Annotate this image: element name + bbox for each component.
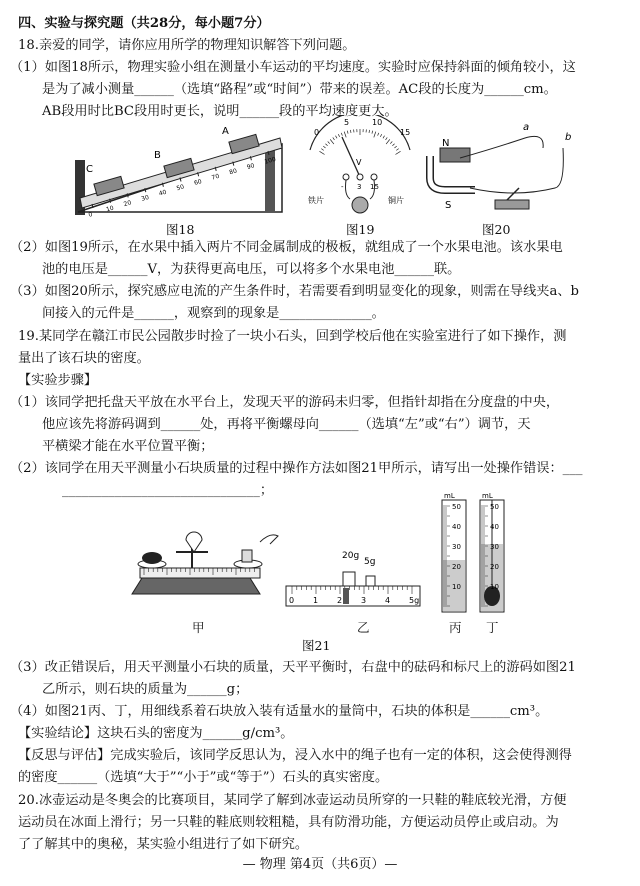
fig18-label-c: C <box>86 164 93 175</box>
q19-intro-line2: 量出了该石块的密度。 <box>18 351 150 366</box>
q18-p3-line2: 间接入的元件是______，观察到的现象是______________。 <box>42 306 385 321</box>
fig21-ruler-label: 3 <box>361 596 367 605</box>
fig19-scale-10: 10 <box>372 118 383 127</box>
fig19-terminal-neg: - <box>341 183 344 191</box>
q19-reflect-line1: 【反思与评估】完成实验后，该同学反思认为，浸入水中的绳子也有一定的体积，这会使得测得 <box>18 748 572 763</box>
section-title: 四、实验与探究题（共28分，每小题7分） <box>18 16 270 31</box>
fig20-n: N <box>442 138 450 149</box>
fig18-label-b: B <box>154 150 161 161</box>
q19-s3-line1: （3）改正错误后，用天平测量小石块的质量，天平平衡时，右盘中的砝码和标尺上的游码如图21 <box>10 660 576 675</box>
fig21-hand <box>260 535 278 544</box>
fig19-scale-0: 0 <box>314 128 320 137</box>
fig21-cylinder-a <box>442 492 466 612</box>
fig18-tick-label: 80 <box>228 167 238 177</box>
figure-19-voltmeter <box>300 115 420 215</box>
cylinder-tick-label: 50 <box>490 503 499 511</box>
fig20-switch <box>495 200 529 209</box>
figure-21 <box>120 492 520 620</box>
cylinder-tick-label: 20 <box>490 563 499 571</box>
fig19-terminal-15: 15 <box>370 183 379 191</box>
fig21-cyl-b-unit: mL <box>482 492 493 500</box>
q19-s2-line2: ______________________________； <box>62 483 273 498</box>
fig21-cylinder-b <box>480 492 504 612</box>
fig21-ruler-label: 1 <box>313 596 319 605</box>
q18-p2-line1: （2）如图19所示，在水果中插入两片不同金属制成的极板，就组成了一个水果电池。该水果电 <box>10 240 563 255</box>
figure-18-incline <box>70 120 290 220</box>
fig18-tick-label: 40 <box>158 188 168 198</box>
figure-20-caption: 图20 <box>482 222 511 237</box>
fig19-needle <box>342 137 360 177</box>
page-footer: — 物理 第4页（共6页）— <box>242 857 398 872</box>
fig18-tick-label: 30 <box>140 194 150 203</box>
fig18-tick-label: 20 <box>122 199 133 209</box>
fig21-sub-ding: 丁 <box>486 620 499 635</box>
fig21-balance <box>132 532 278 594</box>
fig19-v-symbol: V <box>356 158 362 167</box>
fig21-weights-ruler <box>286 551 420 606</box>
fig21-ruler-label: 5g <box>409 596 420 605</box>
fig20-a: a <box>523 122 530 133</box>
q20-line3: 了了解其中的奥秘，某实验小组进行了如下研究。 <box>18 837 309 852</box>
q18-p1-line3: AB段用时比BC段用时更长，说明______段的平均速度更大。 <box>42 104 398 119</box>
q19-s4: （4）如图21丙、丁，用细线系着石块放入装有适量水的量筒中，石块的体积是______cm³。 <box>10 704 549 719</box>
fig19-right-plate: 铜片 <box>388 196 404 205</box>
q19-reflect-line2: 的密度______（选填“大于”“小于”或“等于”）石头的真实密度。 <box>18 770 389 785</box>
fig21-weight-20g: 20g <box>342 551 360 561</box>
fig21-sub-jia: 甲 <box>192 620 205 635</box>
cylinder-tick-label: 40 <box>490 523 499 531</box>
q19-s2-line1: （2）该同学在用天平测量小石块质量的过程中操作方法如图21甲所示，请写出一处操作错误：___ <box>10 461 583 476</box>
figure-18-caption: 图18 <box>166 222 195 237</box>
figure-21-caption: 图21 <box>302 638 331 653</box>
fig18-tick-label: 50 <box>175 183 186 193</box>
cylinder-tick-label: 10 <box>490 583 499 591</box>
q18-p1-line2: 是为了减小测量______（选填“路程”或“时间”）带来的误差。AC段的长度为______cm。 <box>42 82 557 97</box>
fig21-ruler-label: 0 <box>289 596 295 605</box>
fig18-tick-label: 10 <box>105 204 115 214</box>
fig21-sub-yi: 乙 <box>357 620 370 635</box>
fig18-tick-label: 60 <box>193 178 203 187</box>
q19-conclusion: 【实验结论】这块石头的密度为______g/cm³。 <box>18 726 294 741</box>
q18-intro: 18.亲爱的同学，请你应用所学的物理知识解答下列问题。 <box>18 38 356 53</box>
q18-p3-line1: （3）如图20所示，探究感应电流的产生条件时，若需要看到明显变化的现象，则需在导线夹a、b <box>10 284 579 299</box>
fig20-b: b <box>565 132 572 143</box>
cylinder-tick-label: 30 <box>452 543 461 551</box>
fig18-tick-label: 100 <box>263 155 277 166</box>
q19-intro-line1: 19.某同学在赣江市民公园散步时捡了一块小石头，回到学校后他在实验室进行了如下操作，测 <box>18 329 567 344</box>
fig21-stone <box>142 552 162 564</box>
q19-s1-line3: 平横梁才能在水平位置平衡； <box>42 439 214 454</box>
fig18-tick-label: 90 <box>246 162 256 172</box>
figure-19-caption: 图19 <box>346 222 375 237</box>
fig19-scale-5: 5 <box>344 118 350 127</box>
q20-line2: 运动员在冰面上滑行；另一只鞋的鞋底则较粗糙，具有防滑功能，方便运动员停止或启动。为 <box>18 815 559 830</box>
fig21-ruler-label: 4 <box>385 596 391 605</box>
fig21-cyl-a-unit: mL <box>444 492 455 500</box>
q19-s1-line2: 他应该先将游码调到______处，再将平衡螺母向______（选填“左”或“右”）调节，天 <box>42 417 531 432</box>
fig18-tick-label: 70 <box>210 172 221 182</box>
q19-steps-title: 【实验步骤】 <box>18 373 98 388</box>
fig19-left-plate: 铁片 <box>308 196 324 205</box>
q19-s3-line2: 乙所示，则石块的质量为______g； <box>42 682 249 697</box>
fruit <box>352 197 368 213</box>
fig19-scale-15: 15 <box>400 128 411 137</box>
cylinder-tick-label: 20 <box>452 563 461 571</box>
cylinder-tick-label: 30 <box>490 543 499 551</box>
fig19-terminal-3: 3 <box>357 183 362 191</box>
fig21-weight-5g: 5g <box>364 557 376 567</box>
fig21-sub-bing: 丙 <box>449 620 462 635</box>
q19-s1-line1: （1）该同学把托盘天平放在水平台上，发现天平的游码未归零，但指针却指在分度盘的中央， <box>10 395 560 410</box>
fig20-s: S <box>445 200 452 211</box>
q18-p2-line2: 池的电压是______V，为获得更高电压，可以将多个水果电池______联。 <box>42 262 461 277</box>
cylinder-tick-label: 40 <box>452 523 461 531</box>
fig21-ruler-label: 2 <box>337 596 343 605</box>
cylinder-tick-label: 50 <box>452 503 461 511</box>
cylinder-tick-label: 10 <box>452 583 461 591</box>
figure-20-circuit <box>415 118 580 218</box>
fig18-label-a: A <box>222 126 229 137</box>
fig18-tick-label: 0 <box>87 210 94 219</box>
q18-p1-line1: （1）如图18所示，物理实验小组在测量小车运动的平均速度。实验时应保持斜面的倾角较小，这 <box>10 60 576 75</box>
q20-line1: 20.冰壶运动是冬奥会的比赛项目，某同学了解到冰壶运动员所穿的一只鞋的鞋底较光滑，方便 <box>18 793 567 808</box>
